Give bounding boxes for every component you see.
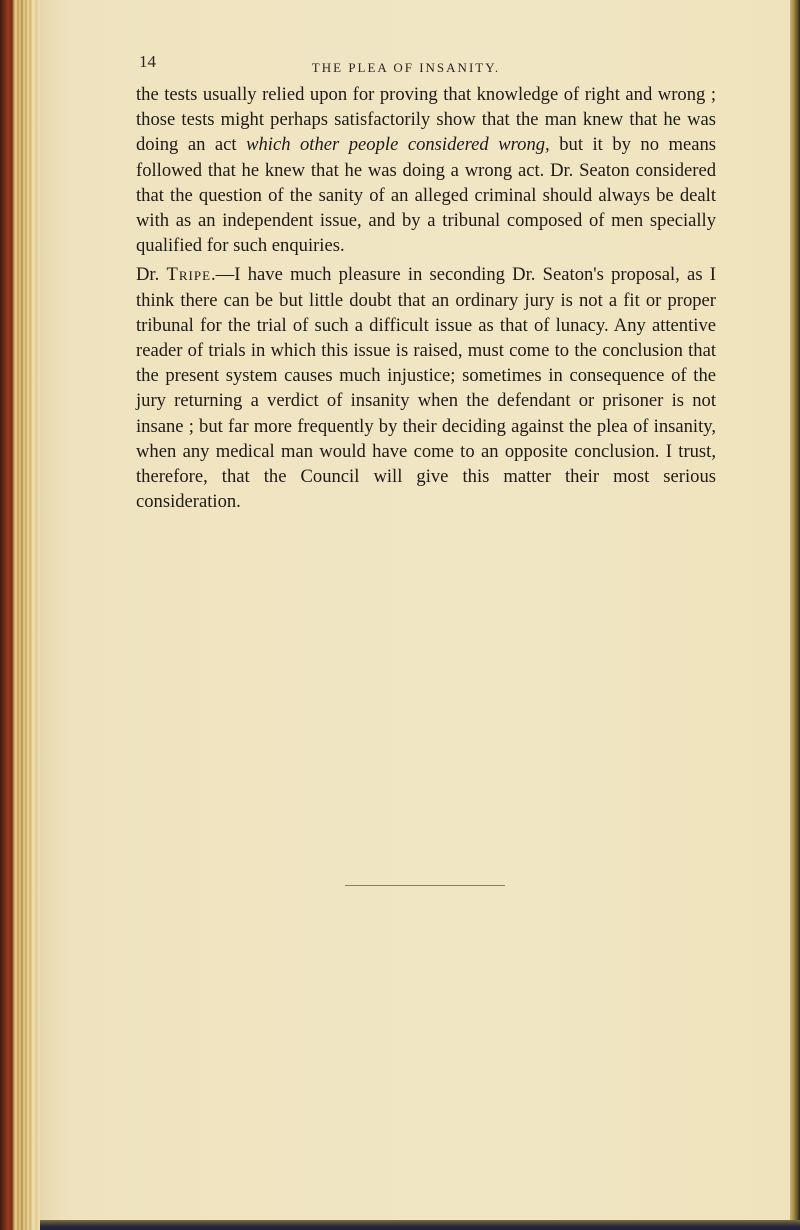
paragraph-1-text-a: the tests usually relied upon for proving that knowledge of right and wrong ; those tests might perhaps satisfactorily show that the man knew that he was doing an act	[136, 84, 716, 156]
speaker-prefix: Dr.	[136, 264, 167, 286]
page-right-edge	[790, 0, 800, 1230]
page-number: 14	[139, 52, 156, 71]
paragraph-1-italic: which other people considered wrong,	[246, 134, 550, 156]
book-binding	[0, 0, 44, 1230]
speaker-name: Tripe	[166, 264, 212, 286]
page-bottom-edge	[40, 1220, 800, 1230]
paragraph-1	[136, 82, 716, 258]
paragraph-2	[136, 262, 716, 514]
paragraph-1-text-b: but it by no means followed that he knew that he was doing a wrong act. Dr. Seaton considered that the question of the sanity of an alleged criminal should always be dealt with as an independent issue, and by a tribunal composed of men specially qualified for such enquiries.	[136, 134, 717, 257]
running-head: THE PLEA OF INSANITY.	[311, 60, 501, 75]
body-text	[136, 82, 716, 514]
section-rule	[345, 885, 505, 886]
paragraph-2-text: .—I have much pleasure in seconding Dr. Seaton's proposal, as I think there can be but little doubt that an ordinary jury is not a fit or proper tribunal for the trial of such a difficult issue as that of lunacy. Any attentive reader of trials in which this issue is raised, must come to the conclusion that the present system causes much injustice; sometimes in consequence of the jury returning a verdict of insanity when the defendant or prisoner is not insane ; but far more frequently by their deciding against the plea of insanity, when any medical man would have come to an opposite conclusion. I trust, therefore, that the Council will give this matter their most serious consideration.	[136, 264, 716, 513]
page-header	[96, 52, 716, 84]
